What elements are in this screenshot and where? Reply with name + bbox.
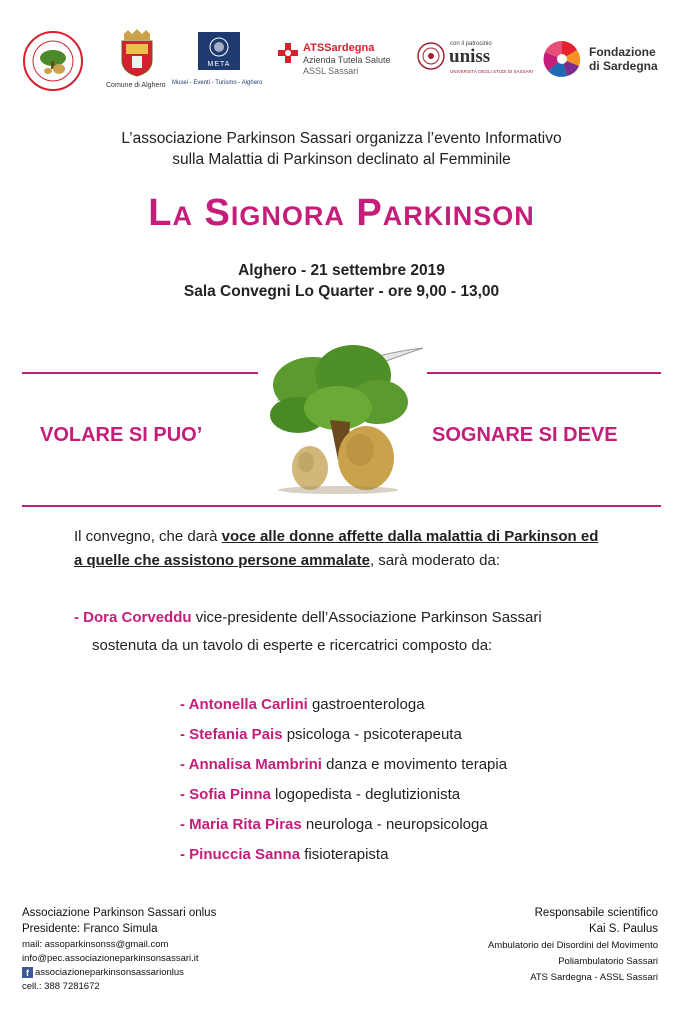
footer-org: Associazione Parkinson Sassari onlus — [22, 907, 217, 919]
uniss-patronage: con il patrocinio — [450, 41, 492, 47]
ats-cross-icon — [277, 42, 299, 64]
divider-bottom — [22, 505, 661, 507]
moderator-line-2: sostenuta da un tavolo di esperte e ricercatrici composto da: — [92, 637, 493, 654]
footer-president: Presidente: Franco Simula — [22, 923, 158, 935]
association-ring-text — [22, 30, 23, 31]
intro-line-1: L’associazione Parkinson Sassari organizza l’evento Informativo — [121, 130, 562, 147]
description-suffix: , sarà moderato da: — [369, 552, 501, 569]
facebook-icon: f — [22, 967, 33, 978]
speaker-row — [180, 816, 488, 833]
footer-facebook — [22, 966, 216, 980]
fondazione-line2: di Sardegna — [589, 59, 658, 73]
speaker-name: - Antonella Carlini — [180, 696, 308, 713]
footer-facebook-label: associazioneparkinsonsassarionlus — [35, 967, 184, 978]
footer-right-line5: ATS Sardegna - ASSL Sassari — [530, 972, 658, 983]
fondazione-line1: Fondazione — [589, 45, 656, 59]
speaker-name: - Annalisa Mambrini — [180, 756, 322, 773]
fondazione-logo-icon — [543, 40, 581, 78]
event-venue-time: Sala Convegni Lo Quarter - ore 9,00 - 13,00 — [183, 283, 500, 300]
speaker-role: neurologa - neuropsicologa — [301, 816, 488, 833]
ats-name: ATSSardegna — [303, 42, 375, 54]
logo-row — [0, 28, 683, 98]
alghero-label: Comune di Alghero — [106, 82, 166, 89]
uniss-sub: UNIVERSITÀ DEGLI STUDI DI SASSARI — [450, 69, 534, 74]
speaker-name: - Pinuccia Sanna — [180, 846, 301, 863]
speaker-name: - Sofia Pinna — [180, 786, 271, 803]
moderator-role: vice-presidente dell’Associazione Parkinson Sassari — [191, 609, 542, 626]
speaker-row — [180, 726, 462, 743]
speaker-role: fisioterapista — [300, 846, 389, 863]
speaker-row — [180, 756, 507, 773]
divider-top-right — [427, 372, 661, 374]
meta-tagline: Musei - Eventi - Turismo - Alghero — [172, 80, 263, 86]
footer-right-line4: Poliambulatorio Sassari — [558, 956, 658, 967]
footer-left — [22, 906, 216, 994]
footer-phone: cell.: 388 7281672 — [22, 981, 100, 992]
speaker-row — [180, 696, 425, 713]
speaker-row — [180, 846, 388, 863]
moderator-line — [74, 606, 542, 630]
page-title: La Signora Parkinson — [148, 192, 535, 234]
description-highlight-2: a quelle che assistono persone ammalate — [74, 552, 370, 569]
speaker-role: logopedista - deglutizionista — [270, 786, 461, 803]
motto-right: SOGNARE SI DEVE — [432, 424, 618, 446]
footer-pec: info@pec.associazioneparkinsonsassari.it — [22, 953, 199, 964]
footer-right-line3: Ambulatorio dei Disordini del Movimento — [487, 940, 658, 951]
ats-line3: ASSL Sassari — [303, 66, 359, 76]
meta-logo — [198, 32, 240, 70]
meta-name: META — [207, 61, 231, 68]
speaker-name: - Stefania Pais — [180, 726, 283, 743]
speaker-name: - Maria Rita Piras — [180, 816, 302, 833]
event-date: Alghero - 21 settembre 2019 — [238, 262, 445, 279]
speaker-role: gastroenterologa — [307, 696, 425, 713]
motto-left: VOLARE SI PUO’ — [40, 424, 203, 446]
moderator-dash: - — [74, 609, 84, 626]
description-prefix: Il convegno, che darà — [74, 528, 222, 545]
moderator-name: Dora Corveddu — [83, 609, 192, 626]
alghero-crest — [112, 28, 162, 86]
speaker-role: psicologa - psicoterapeuta — [282, 726, 462, 743]
uniss-seal-icon — [417, 42, 445, 70]
speaker-row — [180, 786, 460, 803]
association-logo — [22, 30, 84, 92]
ats-line2: Azienda Tutela Salute — [303, 55, 391, 65]
speaker-role: danza e movimento terapia — [321, 756, 508, 773]
footer-mail: mail: assoparkinsonss@gmail.com — [22, 939, 169, 950]
uniss-name: uniss — [449, 46, 491, 67]
footer-right-name: Kai S. Paulus — [588, 923, 658, 935]
footer-right-label: Responsabile scientifico — [534, 907, 658, 919]
intro-line-2: sulla Malattia di Parkinson declinato al Femminile — [172, 151, 511, 168]
footer-right — [488, 906, 658, 986]
divider-top-left — [22, 372, 258, 374]
description-paragraph — [74, 525, 634, 573]
tree-rocks-illustration — [258, 330, 428, 500]
description-highlight-1: voce alle donne affette dalla malattia di Parkinson ed — [221, 528, 599, 545]
